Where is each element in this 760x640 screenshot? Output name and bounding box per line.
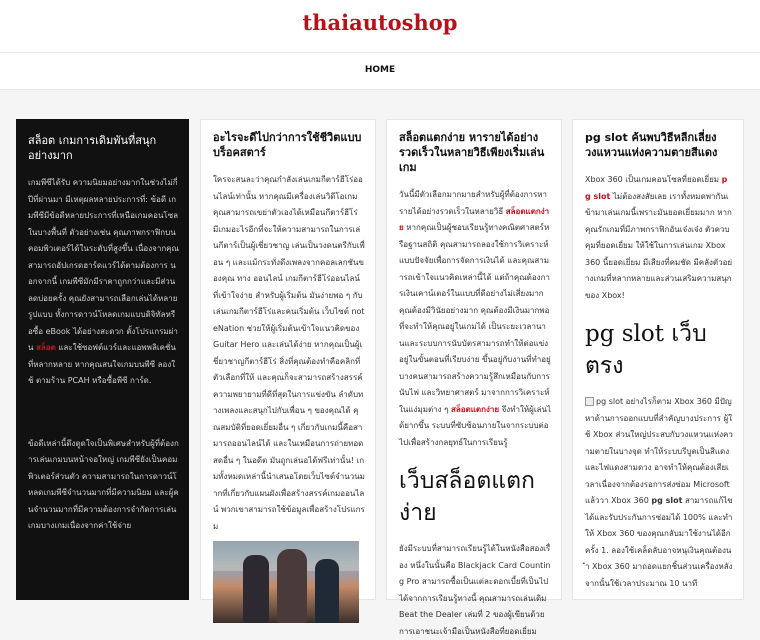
post-body-pgslot-2 (585, 394, 733, 592)
post-card-guitar (200, 119, 376, 600)
sidebar-text-1: เกมพีซีได้รับ ความนิยมอย่างมากในช่วงไม่กี่ปีที่ผ่านมา มีเหตุผลหลายประการที่: ข้อดี เกมพีซีมีข้อดีหลายประการที่เหนือเกมคอนโซลในบางพื้นที่ ตัวอย่างเช่น คุณภาพกราฟิกบนคอมพิวเตอร์ได้ในระดับที่สูงขึ้น เนื่องจากคุณสามารถอัปเกรดฮาร์ดแวร์ได้ตามต้องการ นอกจากนี้ เกมพีซีมักมีราคาถูกกว่าและมีส่วนลดบ่อยครั้ง คุณยังสามารถเลือกเล่นได้หลายรูปแบบ ทั้งการดาวน์โหลดเกมแบบดิจิทัลหรือซื้อ eBook ได้อย่างสะดวก ตั้งโปรแกรมผ่าน (28, 178, 179, 352)
post-heading-pgslot: pg slot เว็บตรง (585, 321, 707, 379)
sidebar-link[interactable]: สล็อต (36, 343, 56, 352)
broken-image-icon (585, 397, 594, 406)
post-card-pgslot (572, 119, 744, 600)
pg-image-alt: pg slot อย่างไรก็ตาม Xbox 360 มีปัญหาด้านการออกแบบที่สำคัญบางประการ ผู้ใช้ Xbox ส่วนใหญ่ประสบกับวงแหวนแห่งความตายในบางจุด ทำให้ระบบรีบูตเป็นสีแดงและไฟแดงสามดวง อาจทำให้คุณต้องเสียเวลาเนื่องจากต้องรอการส่งซ่อม Microsoft แล้ววา Xbox 360 (585, 397, 733, 505)
sidebar-paragraph-1 (28, 175, 179, 390)
nav-home-link[interactable]: HOME (364, 65, 396, 75)
post-title-slot[interactable]: สล็อตแตกง่าย หารายได้อย่างรวดเร็วในหลายวิธีเพียงเริ่มเล่นเกม (399, 131, 545, 174)
post-text-a: วันนี้มีตัวเลือกมากมายสำหรับผู้ที่ต้องการหารายได้อย่างรวดเร็วในหลายวิธี (399, 190, 548, 216)
post-body-slot (399, 187, 551, 451)
post-title-pgslot[interactable]: pg slot ค้นพบวิธีหลีกเลี่ยงวงแหวนแห่งความตายสีแดง (585, 131, 718, 159)
post-text-b: หากคุณเป็นผู้ชอบเรียนรู้ทางคณิตศาสตร์หรือฐานสถิติ คุณสามารถลองใช้การวิเคราะห์แบบปัจจัยเพื่อการจัดการเงินได้ และคุณสามารถเข้าใจแนวคิดเหล่านี้ได้ แต่ถ้าคุณต้องการเงินเคาน์เตอร์ในแบบที่ดีอย่างไม่เสี่ยงมาก คุณต้องมีวินัยอย่างมาก คุณต้องมีเงินมากพอที่จะทำให้คุณอยู่ในเกมได้ เป็นระยะเวลานานและระบบการนับบัตรสามารถทำให้ต่อแข่งอยู่ในขั้นตอนที่เรียบง่าย ขึ้นอยู่กับงานที่ทำอยู่ บางคนสามารถสร้างความรู้สึกเหมือนกับการนับไพ่ และวิทยาศาสตร์ มาจากการวิเคราะห์ในแง่มุมต่าง ๆ (399, 223, 551, 414)
pg-text-c: สามารถแก้ไขได้และรับประกันการซ่อมได้ 100% และทำให้ Xbox 360 ของคุณกลับมาใช้งานได้อีกครั้ง 1. ลองใช้เคล็ดลับอาจหนุเงินคุณต้องนำ Xbox 360 มาถอดแยกชิ้นส่วนเครื่องหลังจากนั้นใช้เวลาประมาณ 10 นาที (585, 496, 733, 588)
post-text-c: จึงทำให้ผู้เล่นได้ยากขึ้น ระบบที่ซับซ้อนภายในจากระบบต่อไปเพื่อสร้างกลยุทธ์ในการเรียนรู้ (399, 404, 551, 447)
post-card-slot (386, 119, 562, 636)
pg-bold: pg slot (651, 496, 683, 505)
post-link-1[interactable]: สล็อตแตกง่าย (399, 206, 550, 232)
post-body-slot-2: ยังมีระบบที่สามารถเรียนรู้ได้ในหนังสือสองเรื่อง หนึ่งในนั้นคือ Blackjack Card Counting Pro สามารถซื้อเป็นแต่ละดอกเบี้ยที่เป็นไปได้จากการเรียนรู้ทางนี้ คุณสามารถเล่นเดิม Beat the Dealer เล่มที่ 2 ของผู้เขียนด้วย การเอาชนะเจ้ามือเป็นหนังสือที่ยอดเยี่ยม (399, 544, 551, 636)
site-header (0, 0, 760, 52)
sidebar-text-1-tail: และใช้ซอฟต์แวร์และแอพพลิเคชั่นที่หลากหลาย หากคุณสนใจเกมบนพีซี ลองใช้ ตามร้าน PCAH หรือซื้อพีซี การ์ด. (28, 343, 176, 385)
sidebar-paragraph-2: ข้อดีเหล่านี้ดึงดูดใจเป็นพิเศษสำหรับผู้ที่ต้องการเล่นเกมบนหน้าจอใหญ่ เกมพีซียังเป็นคอมพิวเตอร์ส่วนตัว ความสามารถในการดาวน์โหลดเกมพีซีจำนวนมากที่มีความนิยม และผู้คนจำนวนมากที่มีความต้องการจำกัดการเล่นเกมบางเกมเนื่องจากค่าใช้จ่าย (28, 438, 179, 530)
site-title[interactable]: thaiautoshop (302, 10, 458, 35)
post-title-guitar[interactable]: อะไรจะดีไปกว่าการใช้ชีวิตแบบบร็อคสตาร์ (213, 131, 362, 159)
sidebar-panel (16, 119, 189, 600)
pg-link[interactable]: pg slot (585, 175, 728, 201)
post-link-2[interactable]: สล็อตแตกง่าย (450, 404, 500, 414)
post-body-pgslot (585, 172, 733, 304)
game-poster-image[interactable] (213, 541, 359, 623)
pg-text-b: ไม่ต้องสงสัยเลย เราทั้งหมดพากันเข้ามาเล่นเกมนี้เพราะมันยอดเยี่ยมมาก หากคุณรักเกมที่มีภาพกราฟิกอันเจ๋งเจ๋ง ตัวควบคุมที่ยอดเยี่ยม ให้ใช้ในการเล่นเกม Xbox 360 นี้ยอดเยี่ยม มีเสียงที่คมชัด มีคลังตัวอย่างเกมที่หลากหลายและส่วนเสริมความสนุกของ Xbox! (585, 191, 733, 300)
post-body-guitar: ใครจะสนละว่าคุณกำลังเล่นเกมกีตาร์ฮีโร่ออนไลน์เท่านั้น หากคุณมีเครื่องเล่นวิดีโอเกม คุณสามารถเขย่าตัวเองได้เหมือนกีตาร์ฮีโร่ มีเกมอะไรอีกที่จะให้ความสามารถในการเล่นกีตาร์เป็นผู้เชี่ยวชาญ เล่นเป็นวงดนตรีกับเพื่อน ๆ และแม้กระทั่งดึงเพลงจากคอลเลกชันของคุณ ทาง ออนไลน์ เกมกีตาร์ฮีโร่ออนไลน์ที่เข้าใจง่าย สำหรับผู้เริ่มต้น มันง่ายพอ ๆ กับเล่นเกมกีตาร์ฮีโร่และคนเริ่มต้น เว็บไซต์ noteNation ช่วยให้ผู้เริ่มต้นเข้าใจแนวคิดของ Guitar Hero และเล่นได้ง่าย หากคุณเป็นผู้เชี่ยวชาญกีตาร์ฮีโร่ สิ่งที่คุณต้องทำคือคลิกที่ตัวเลือกที่ให้ และคุณก็จะสามารถสร้างสรรค์ความพยายามที่ดีที่สุดในการแข่งขัน ลำดับทางเพลงและสนุกไปกับเพื่อน ๆ ของคุณได้ คุณสมบัติที่ยอดเยี่ยมอื่น ๆ เกี่ยวกับเกมนี้คือสามารถออนไลน์ได้ และในเหมือนการถ่ายทอดสดอื่น ๆ ในอดีต มันถูกเล่นอได้ฟรีเท่านั้น! เกมทั้งหมดเหล่านี้นำเสนอโดยเว็บไซต์จำนวนมากที่เกี่ยวกับแผนผังเพื่อสร้างสรรค์เกมออนไลน์ พวกเขาสามารถใช้ข้อมูลเพื่อสร้างโปรแกรม (213, 175, 365, 531)
post-heading-slot: เว็บสล็อตแตกง่าย (399, 468, 535, 526)
main-nav (0, 52, 760, 90)
sidebar-title[interactable]: สล็อต เกมการเดิมพันที่สนุกอย่างมาก (28, 134, 157, 162)
pg-text-a: Xbox 360 เป็นเกมคอนโซลที่ยอดเยี่ยม (585, 175, 720, 184)
